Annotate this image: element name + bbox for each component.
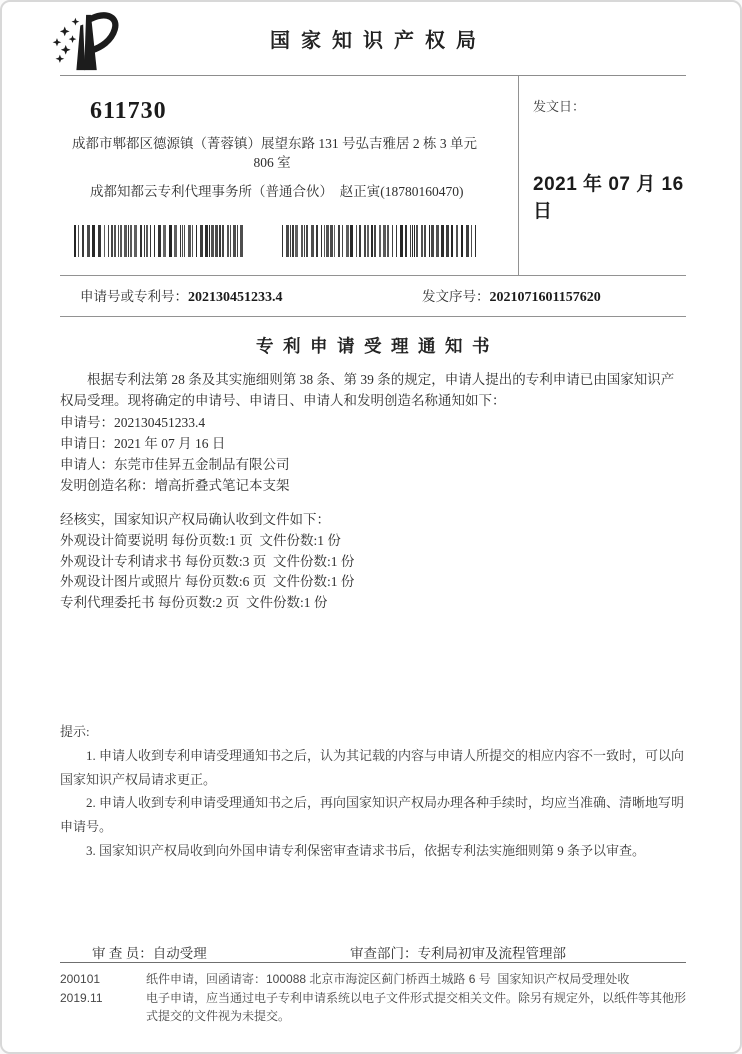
field-application-date: 申请日：2021 年 07 月 16 日 xyxy=(60,435,226,451)
field-applicant: 申请人：东莞市佳昇五金制品有限公司 xyxy=(60,456,290,472)
notice-intro: 根据专利法第 28 条及其实施细则第 38 条、第 39 条的规定，申请人提出的专利申请已由国家知识产权局受理。现将确定的申请号、申请日、申请人和发明创造名称通知如下： xyxy=(60,372,675,409)
footer-paper-line: 纸件申请，回函请寄：100088 北京市海淀区蓟门桥西土城路 6 号 国家知识产权局受理处收 xyxy=(146,972,630,987)
footer-codes xyxy=(60,970,124,1026)
sign-off-row xyxy=(60,942,686,962)
application-number-label: 申请号或专利号： xyxy=(80,289,188,305)
serial-number-label: 发文序号： xyxy=(422,289,490,305)
hints-title: 提示: xyxy=(60,724,90,740)
department-value: 专利局初审及流程管理部 xyxy=(417,946,566,962)
field-invention-title: 发明创造名称：增高折叠式笔记本支架 xyxy=(60,477,290,493)
barcode xyxy=(282,225,479,257)
hints-block xyxy=(60,720,686,862)
received-doc-row: 外观设计简要说明 每份页数:1 页 文件份数:1 份 xyxy=(60,532,341,548)
department-label: 审查部门： xyxy=(350,946,418,962)
recipient-issue-box xyxy=(60,76,686,277)
examiner-value: 自动受理 xyxy=(152,946,207,962)
hint-item: 1. 申请人收到专利申请受理通知书之后，认为其记载的内容与申请人所提交的相应内容不一致时，可以向国家知识产权局请求更正。 xyxy=(60,747,685,787)
received-doc-row: 专利代理委托书 每份页数:2 页 文件份数:1 份 xyxy=(60,595,328,611)
recipient-address-line1: 成都市郫都区德源镇（菁蓉镇）展望东路 131 号弘吉雅居 2 栋 3 单元 xyxy=(72,135,477,151)
footer-code: 200101 xyxy=(60,972,101,987)
received-intro: 经核实，国家知识产权局确认收到文件如下： xyxy=(60,511,330,527)
received-doc-row: 外观设计图片或照片 每份页数:6 页 文件份数:1 份 xyxy=(60,574,355,590)
examiner-group xyxy=(92,942,350,962)
page-footer xyxy=(60,962,686,1026)
received-documents-block xyxy=(60,510,686,615)
serial-number-value: 2021071601157620 xyxy=(489,290,601,306)
department-group xyxy=(350,942,566,962)
issue-date-value: 2021 年 07 月 16 日 xyxy=(533,173,684,222)
issue-date-box xyxy=(518,76,686,276)
postal-code: 611730 xyxy=(90,97,167,124)
recipient-address-line2: 806 室 xyxy=(253,155,291,171)
agent-contact-line: 成都知都云专利代理事务所（普通合伙） 赵正寅(18780160470) xyxy=(90,183,464,199)
recipient-block xyxy=(60,76,518,276)
received-doc-row: 外观设计专利请求书 每份页数:3 页 文件份数:1 份 xyxy=(60,553,355,569)
document-header xyxy=(60,2,686,76)
application-number-value: 202130451233.4 xyxy=(188,290,283,306)
application-number-group xyxy=(80,285,422,306)
hint-item: 2. 申请人收到专利申请受理通知书之后，再向国家知识产权局办理各种手续时，均应当准确、清晰地写明申请号。 xyxy=(60,795,685,834)
footer-electronic-line: 电子申请，应当通过电子专利申请系统以电子文件形式提交相关文件。除另有规定外，以纸件等其他形式提交的文件视为未提交。 xyxy=(146,990,687,1024)
page-content xyxy=(2,2,740,1052)
issue-date-label: 发文日： xyxy=(533,98,586,114)
footer-notes xyxy=(146,970,686,1026)
barcode-row xyxy=(74,225,518,257)
serial-number-group xyxy=(422,285,601,306)
hint-item: 3. 国家知识产权局收到向外国申请专利保密审查请求书后，依据专利法实施细则第 9 条予以审查。 xyxy=(86,842,646,858)
field-application-number: 申请号：202130451233.4 xyxy=(60,414,206,430)
notice-title: 专利申请受理通知书 xyxy=(256,336,499,357)
application-fields xyxy=(60,413,686,497)
barcode xyxy=(74,225,248,257)
reference-numbers-row xyxy=(60,276,686,317)
examiner-label: 审 查 员： xyxy=(92,946,153,962)
cnipa-emblem-icon xyxy=(48,10,130,76)
agency-title: 国家知识产权局 xyxy=(270,29,487,52)
footer-code: 2019.11 xyxy=(60,990,103,1005)
